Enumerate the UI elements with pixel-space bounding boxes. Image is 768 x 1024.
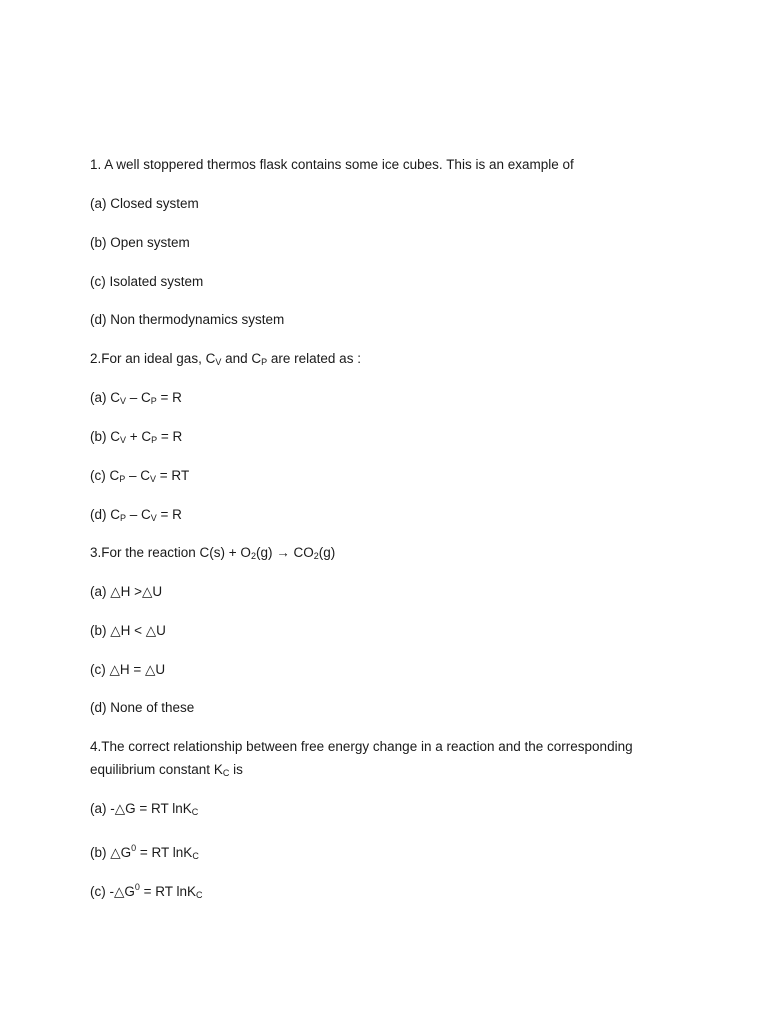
question-2-stem: 2.For an ideal gas, $C_V$ and $C_P$ are related as : [90,351,361,367]
question-4-stem-line-2: equilibrium constant $K_C$ is [90,762,243,778]
question-2-option-b: (b) $C_V + C_P = R$ [90,429,183,445]
question-1-option-b: (b) Open system [90,235,190,250]
question-1-stem: 1. A well stoppered thermos flask contains some ice cubes. This is an example of [90,157,574,172]
question-1-option-d: (d) Non thermodynamics system [90,312,285,327]
question-4-stem-line-1: 4.The correct relationship between free energy change in a reaction and the corresponding [90,739,633,754]
question-3-option-c: (c) △H = △U [90,662,166,677]
question-4-option-b: (b) $\triangle G^0$ = RT lnK$_C$ [90,843,199,861]
question-3-option-b: (b) △H < △U [90,623,166,638]
question-1-option-c: (c) Isolated system [90,274,204,289]
question-2-option-d: (d) $C_P - C_V = R$ [90,507,182,523]
question-4-option-a: (a) -△G = RT lnK$_C$ [90,801,199,817]
question-4-option-c: (c) $-\triangle G^0$ = RT lnK$_C$ [90,882,203,900]
question-2-option-a: (a) $C_V - C_P = R$ [90,390,182,406]
question-3-stem: 3.For the reaction $C(s) + O_2(g) \to CO_2(g)$ [90,545,336,561]
question-3-option-a: (a) △H >△U [90,584,163,599]
question-3-option-d: (d) None of these [90,700,195,715]
question-2-option-c: (c) $C_P - C_V$ = RT [90,468,190,484]
question-1-option-a: (a) Closed system [90,196,199,211]
